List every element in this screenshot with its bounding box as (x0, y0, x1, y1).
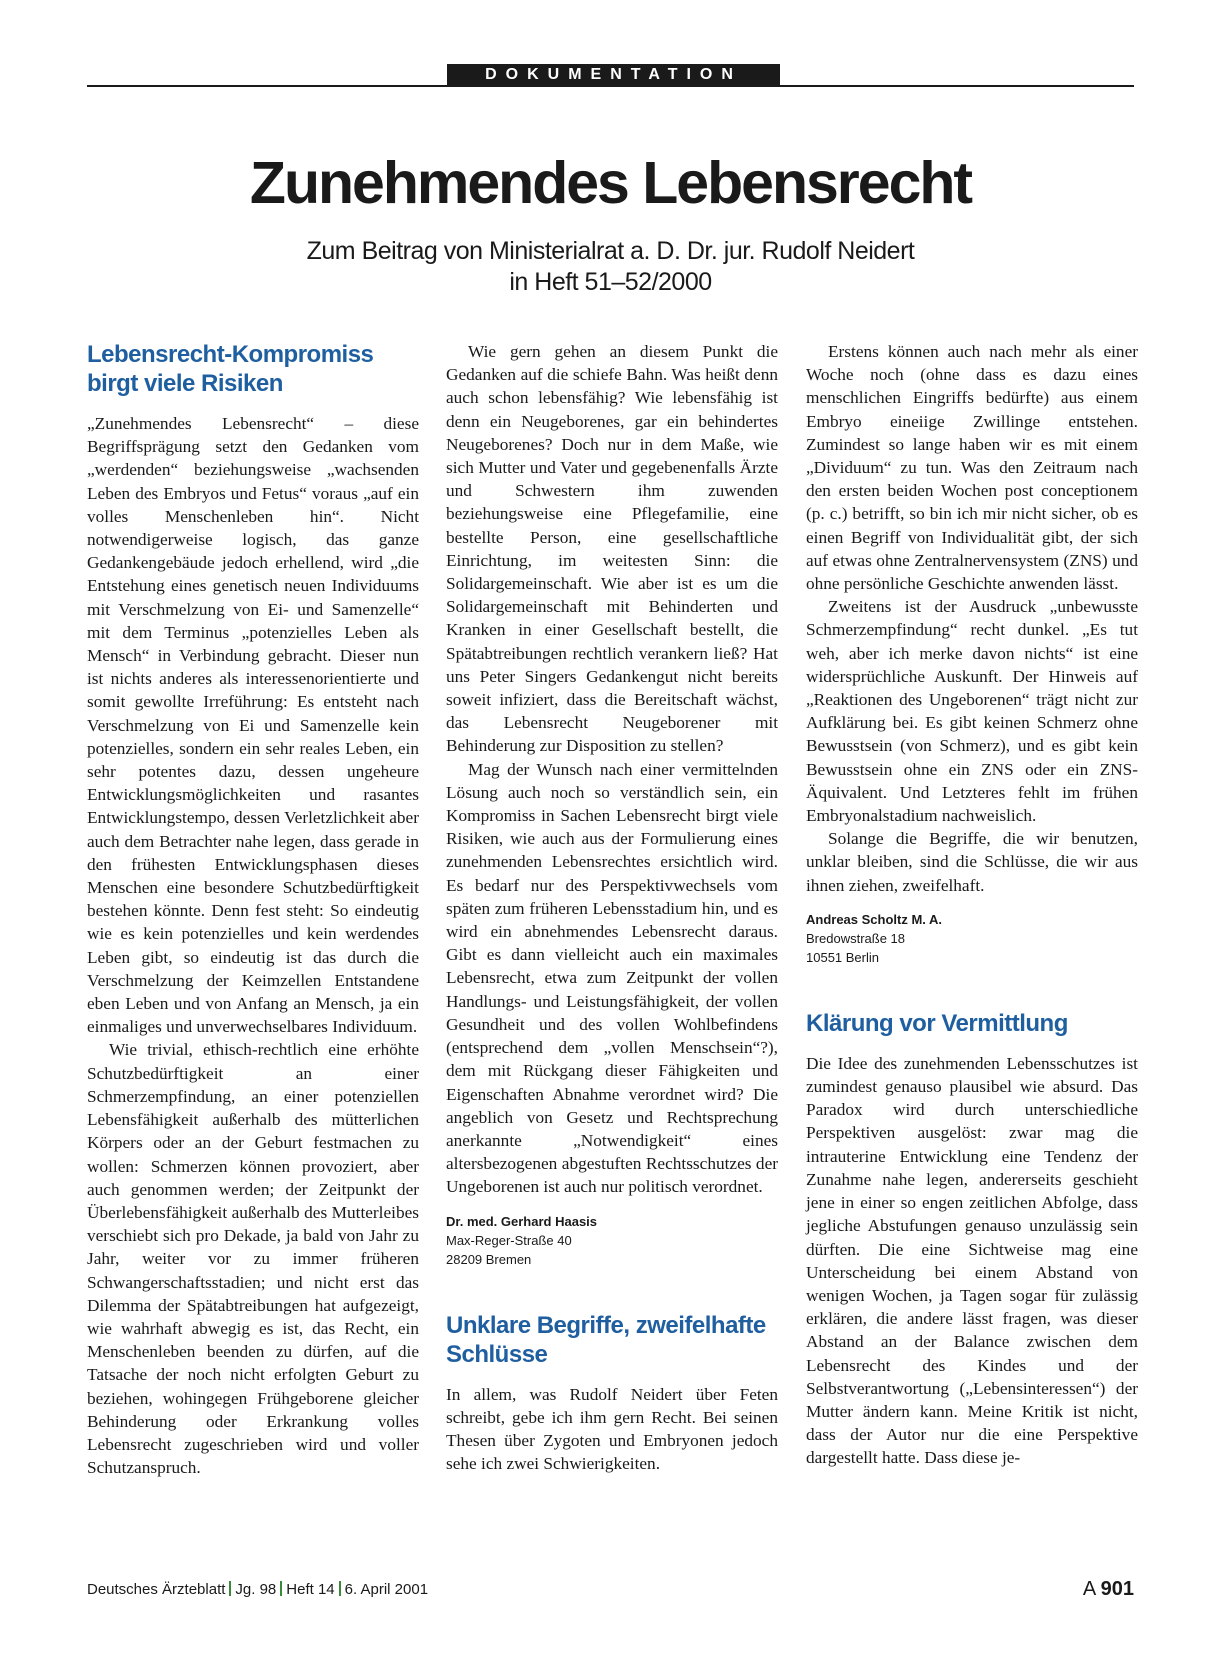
author-block (446, 1212, 778, 1269)
letter-heading: Lebensrecht-Kompromiss birgt viele Risiken (87, 341, 374, 397)
page-number (1083, 1578, 1134, 1601)
column-2 (446, 340, 778, 1475)
page-prefix: A (1082, 1578, 1096, 1600)
paragraph: Wie trivial, ethisch-rechtlich eine erhöhte Schutzbedürftigkeit an einer Schmerzempfindung, an einer potenziellen Lebensfähigkeit außerhalb des mütterlichen Körpers oder an der Geburt festmachen zu wollen: Schmerzen können provoziert, aber auch genommen werden; der Zeitpunkt der Überlebensfähigkeit außerhalb des Mutterleibes verschiebt sich pro Dekade, ja bald von Jahr zu Jahr, weiter vor zu immer früheren Schwangerschaftsstadien; und nicht erst das Dilemma der Spätabtreibungen hat aufgezeigt, wie wahrhaft abwegig es ist, das Recht, ein Menschenleben beenden zu dürfen, auf die Tatsache der noch nicht erfolgten Geburt zu beziehen, wohingegen Frühgeborene gleicher Behinderung oder Erkrankung volles Lebensrecht zugeschrieben wird und voller Schutzanspruch. (87, 1040, 419, 1478)
author-city: 28209 Bremen (446, 1251, 532, 1267)
subtitle-line: Zum Beitrag von Ministerialrat a. D. Dr. jur. Rudolf Neidert (306, 237, 915, 265)
paragraph: Wie gern gehen an diesem Punkt die Gedanken auf die schiefe Bahn. Was heißt denn auch schon lebensfähig? Wie lebensfähig ist denn ein Neugeborenes, gar ein behindertes Neugeborenes? Doch nur in dem Maße, wie sich Mutter und Vater und gegebenenfalls Ärzte und Schwestern ihm zuwenden beziehungsweise eine Pflegefamilie, eine bestellte Person, eine gesellschaftliche Einrichtung, im weitesten Sinn: die Solidargemeinschaft. Wie aber ist es um die Solidargemeinschaft mit Behinderten und Kranken in einer Gesellschaft bestellt, die Spätabtreibungen rechtlich verankern ließ? Hat uns Peter Singers Gedankengut nicht bereits soweit infiziert, dass die Bereitschaft wächst, das Lebensrecht Neugeborener mit Behinderung zur Disposition zu stellen? (446, 342, 778, 756)
paragraph: Solange die Begriffe, die wir benutzen, unklar bleiben, sind die Schlüsse, die wir aus ihnen ziehen, zweifelhaft. (806, 829, 1138, 895)
column-1 (87, 340, 419, 1479)
author-city: 10551 Berlin (806, 949, 879, 965)
author-street: Bredowstraße 18 (806, 930, 905, 946)
paragraph: Erstens können auch nach mehr als einer Woche noch (ohne dass es dazu eines menschlichen Eingriffs bedürfte) aus einem Embryo eineiige Zwillinge entstehen. Zumindest so lange haben wir es mit einem „Dividuum“ zu tun. Was den Zeitraum nach den ersten beiden Wochen post conceptionem (p. c.) betrifft, so bin ich mir nicht sicher, ob es einen Begriff von Individualität gibt, der sich auf etwas ohne Zentralnervensystem (ZNS) und ohne persönliche Geschichte anwenden lässt. (806, 342, 1138, 594)
journal-volume: Jg. 98 (235, 1581, 277, 1598)
footer-separator (280, 1581, 282, 1596)
author-block (806, 910, 1138, 967)
article-title: Zunehmendes Lebensrecht (249, 150, 972, 216)
footer-separator (229, 1581, 231, 1596)
paragraph: Die Idee des zunehmenden Lebensschutzes ist zumindest genauso plausibel wie absurd. Das Paradox wird durch unterschiedliche Perspektiven ausgelöst: zwar mag die intrauterine Entwicklung eine Tendenz der Zunahme nahe legen, andererseits geschieht jene in einer so engen zeitlichen Abfolge, dass jegliche Abstufungen genauso unzulässig sein dürften. Die eine Sichtweise mag eine Unterscheidung bei einem Abstand von wenigen Wochen, ja Tagen sogar für zulässig erklären, die andere lässt fragen, was dieser Abstand an der Balance zwischen dem Lebensrecht des Kindes und der Selbstverantwortung („Lebensinteressen“) der Mutter ändern kann. Meine Kritik ist nicht, dass der Autor nur die eine Perspektive dargestellt hatte. Dass diese je- (806, 1053, 1138, 1468)
journal-name: Deutsches Ärzteblatt (87, 1581, 226, 1598)
paragraph: Zweitens ist der Ausdruck „unbewusste Schmerzempfindung“ recht dunkel. „Es tut weh, aber ich merke davon nichts“ ist eine widersprüchliche Auskunft. Der Hinweis auf „Reaktionen des Ungeborenen“ trägt nicht zur Aufklärung bei. Es gibt keinen Schmerz ohne Bewusstsein (von Schmerz), und es gibt kein Bewusstsein ohne ein ZNS oder ein ZNS-Äquivalent. Und Letzteres fehlt im frühen Embryonalstadium nachweislich. (806, 597, 1138, 826)
page-number-value: 901 (1100, 1578, 1134, 1600)
author-name: Dr. med. Gerhard Haasis (446, 1213, 598, 1229)
section-label: DOKUMENTATION (447, 64, 780, 86)
paragraph: In allem, was Rudolf Neidert über Feten schreibt, gebe ich ihm gern Recht. Bei seinen Thesen über Zygoten und Embryonen jedoch sehe ich zwei Schwierigkeiten. (446, 1384, 778, 1474)
paragraph: Mag der Wunsch nach einer vermittelnden Lösung auch noch so verständlich sein, ein Kompromiss in Sachen Lebensrecht birgt viele Risiken, wie auch aus der Formulierung eines zunehmenden Lebensrechtes ersichtlich wird. Es bedarf nur des Perspektivwechsels vom späten zum früheren Lebensstadium hin, und es wird ein abnehmendes Lebensrecht daraus. Gibt es dann vielleicht auch ein maximales Lebensrecht, etwa zum Zeitpunkt der vollen Handlungs- und Leistungsfähigkeit, der vollen Gesundheit und des vollen Wohlbefindens (entsprechend dem „vollen Menschsein“?), dem mit Rückgang dieser Fähigkeiten und Eigenschaften Abnahme verordnet wird? Die angeblich von Gesetz und Rechtsprechung anerkannte „Notwendigkeit“ eines altersbezogenen abgestuften Rechtsschutzes der Ungeborenen ist auch nur politisch verordnet. (446, 759, 778, 1197)
subtitle-line: in Heft 51–52/2000 (509, 268, 712, 296)
journal-issue: Heft 14 (286, 1581, 335, 1598)
author-name: Andreas Scholtz M. A. (806, 911, 943, 927)
author-street: Max-Reger-Straße 40 (446, 1232, 572, 1248)
page-footer (87, 1578, 1134, 1600)
letter-heading: Klärung vor Vermittlung (806, 1009, 1068, 1037)
article-subtitle (210, 236, 1011, 298)
letter-heading: Unklare Begriffe, zweifelhafte Schlüsse (446, 1311, 766, 1368)
column-3 (806, 340, 1138, 1470)
footer-separator (339, 1581, 341, 1596)
paragraph: „Zunehmendes Lebensrecht“ – diese Begriffsprägung setzt den Gedanken vom „werdenden“ beziehungsweise „wachsenden Leben des Embryos und Fetus“ voraus „auf ein volles Menschenleben hin“. Nicht notwendigerweise logisch, das ganze Gedankengebäude jedoch erhellend, wird „die Entstehung eines genetisch neuen Individuums mit Verschmelzung von Ei- und Samenzelle“ mit dem Terminus „potenzielles Leben als Mensch“ in Verbindung gebracht. Dieser nun ist nichts anderes als interessenorientierte und somit gewollte Irreführung: Es entsteht nach Verschmelzung von Ei und Samenzelle kein potenzielles, sondern ein sehr reales Leben, ein sehr potentes dazu, dessen ungeheure Entwicklungsmöglichkeiten und rasantes Entwicklungstempo, dessen Verletzlichkeit aber auch dem Betrachter nahe legen, dass gerade in den frühesten Entwicklungsphasen dieses Menschen eine besondere Schutzbedürftigkeit bestehen könnte. Denn fest steht: So eindeutig wie es kein potenzielles und kein werdendes Leben gibt, so eindeutig ist das durch die Verschmelzung der Keimzellen Entstandene eben Leben und von Anfang an Mensch, ja ein einmaliges und unverwechselbares Individuum. (87, 414, 419, 1037)
journal-date: 6. April 2001 (344, 1581, 429, 1598)
